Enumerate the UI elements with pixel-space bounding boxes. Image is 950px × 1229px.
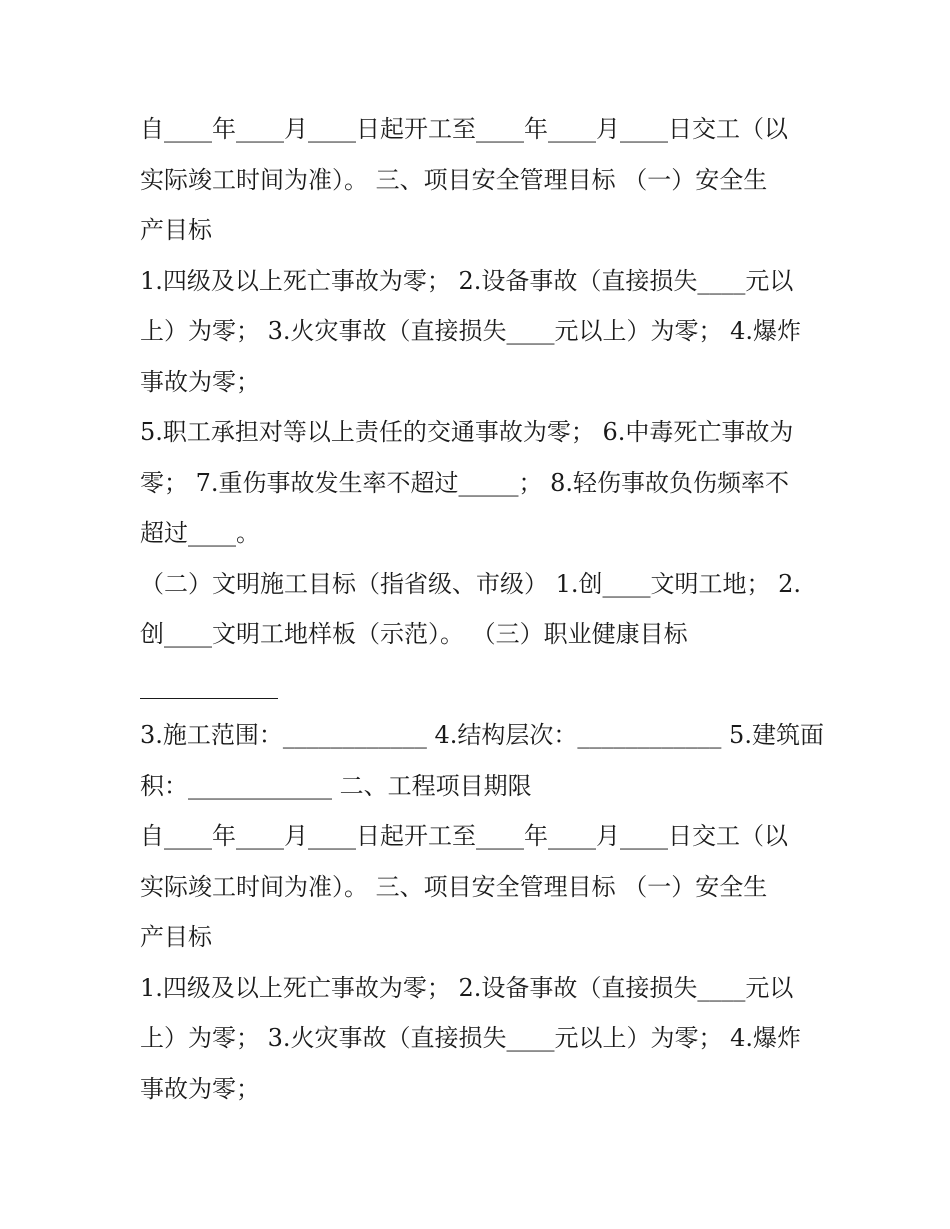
text-line-17: 产目标 [140, 923, 212, 951]
text-line-8: 零； 7.重伤事故发生率不超过_____； 8.轻伤事故负伤频率不 [140, 468, 790, 497]
document-page [140, 104, 824, 1114]
text-line-7: 5.职工承担对等以上责任的交通事故为零； 6.中毒死亡事故为 [140, 418, 794, 446]
text-line-6: 事故为零； [140, 367, 260, 396]
text-line-13: 3.施工范围：____________ 4.结构层次：____________ 5.建筑面 [140, 721, 824, 749]
blank-underline [140, 674, 278, 699]
text-line-18: 1.四级及以上死亡事故为零； 2.设备事故（直接损失____元以 [140, 973, 794, 1002]
text-line-5: 上）为零； 3.火灾事故（直接损失____元以上）为零； 4.爆炸 [140, 317, 802, 345]
text-line-19: 上）为零； 3.火灾事故（直接损失____元以上）为零； 4.爆炸 [140, 1024, 802, 1052]
text-line-3: 产目标 [140, 216, 212, 244]
text-line-11: 创____文明工地样板（示范）。 （三）职业健康目标 [140, 620, 688, 648]
text-line-1: 自____年____月____日起开工至____年____月____日交工（以 [140, 115, 788, 143]
text-line-2: 实际竣工时间为准）。 三、项目安全管理目标 （一）安全生 [140, 165, 768, 194]
text-line-9: 超过____。 [140, 519, 260, 547]
text-line-15: 自____年____月____日起开工至____年____月____日交工（以 [140, 822, 788, 850]
blank-fill-line [140, 660, 810, 711]
text-line-4: 1.四级及以上死亡事故为零； 2.设备事故（直接损失____元以 [140, 266, 794, 295]
text-line-16: 实际竣工时间为准）。 三、项目安全管理目标 （一）安全生 [140, 872, 768, 901]
text-line-10: （二）文明施工目标（指省级、市级） 1.创____文明工地； 2. [140, 569, 802, 598]
text-line-14: 积：____________ 二、工程项目期限 [140, 771, 532, 800]
text-line-20: 事故为零； [140, 1074, 260, 1103]
